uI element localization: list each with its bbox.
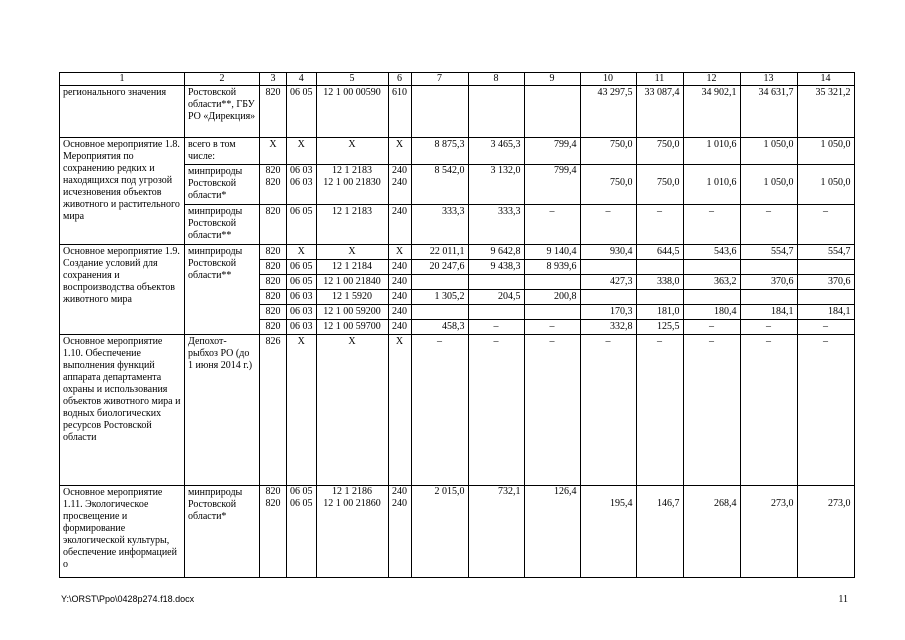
value-cell: 34 902,1 [683,86,740,138]
csr-cell: 12 1 2184 [316,260,388,275]
footer-file-path: Y:\ORST\Ppo\0428p274.f18.docx [61,594,195,604]
header-cell: 2 [185,73,260,86]
value-cell: – [797,205,854,245]
table-row [60,245,855,260]
value-cell: 3 132,0 [468,165,524,205]
grbs-cell: 820 [260,260,287,275]
vr-cell: Х [388,138,411,165]
value-cell: 370,6 [797,275,854,290]
rzpr-cell: Х [287,335,317,486]
value-cell [580,290,636,305]
value-cell: – [797,335,854,486]
value-cell: 370,6 [740,275,797,290]
csr-cell: 12 1 5920 [316,290,388,305]
executor-cell: Ростовской области**, ГБУ РО «Дирекция» [185,86,260,138]
executor-cell: всего в том числе: [185,138,260,165]
csr-cell: 12 1 00 00590 [316,86,388,138]
value-cell: 930,4 [580,245,636,260]
value-cell: – [411,335,468,486]
budget-table [59,72,855,578]
vr-cell: 610 [388,86,411,138]
value-cell: 273,0 [797,486,854,578]
value-cell [580,260,636,275]
csr-cell: 12 1 00 59700 [316,320,388,335]
value-cell: 427,3 [580,275,636,290]
csr-cell: Х [316,138,388,165]
value-cell: 22 011,1 [411,245,468,260]
value-cell: 20 247,6 [411,260,468,275]
value-cell: – [580,205,636,245]
rzpr-cell: 06 03 06 03 [287,165,317,205]
value-cell: – [683,335,740,486]
value-cell [468,86,524,138]
vr-cell: 240 [388,305,411,320]
value-cell: – [740,320,797,335]
grbs-cell: 820 820 [260,165,287,205]
value-cell [797,290,854,305]
value-cell: – [468,335,524,486]
executor-cell: минприроды Ростовской области** [185,245,260,335]
value-cell: – [524,320,580,335]
rzpr-cell: 06 03 [287,290,317,305]
value-cell: 195,4 [580,486,636,578]
value-cell [411,86,468,138]
vr-cell: 240 240 [388,486,411,578]
value-cell: 338,0 [636,275,683,290]
value-cell: 34 631,7 [740,86,797,138]
csr-cell: 12 1 00 59200 [316,305,388,320]
table-header-row [60,73,855,86]
rzpr-cell: 06 05 [287,86,317,138]
value-cell: 750,0 [636,165,683,205]
value-cell: 43 297,5 [580,86,636,138]
value-cell: 35 321,2 [797,86,854,138]
executor-cell: минприроды Ростовской области* [185,486,260,578]
value-cell [524,86,580,138]
header-cell: 7 [411,73,468,86]
vr-cell: Х [388,245,411,260]
value-cell [683,290,740,305]
header-cell: 5 [316,73,388,86]
grbs-cell: 820 [260,245,287,260]
rzpr-cell: 06 03 [287,320,317,335]
value-cell [797,260,854,275]
header-cell: 11 [636,73,683,86]
table-row [60,138,855,165]
value-cell: 9 438,3 [468,260,524,275]
value-cell: 543,6 [683,245,740,260]
csr-cell: Х [316,245,388,260]
table-row [60,86,855,138]
grbs-cell: 820 [260,205,287,245]
value-cell: 363,2 [683,275,740,290]
header-cell: 8 [468,73,524,86]
vr-cell: 240 [388,260,411,275]
value-cell: 8 875,3 [411,138,468,165]
value-cell: 204,5 [468,290,524,305]
grbs-cell: 820 [260,320,287,335]
value-cell: 273,0 [740,486,797,578]
value-cell: 1 305,2 [411,290,468,305]
header-cell: 9 [524,73,580,86]
value-cell [411,305,468,320]
value-cell: 1 050,0 [740,138,797,165]
vr-cell: 240 [388,275,411,290]
value-cell [524,275,580,290]
value-cell: 146,7 [636,486,683,578]
header-cell: 4 [287,73,317,86]
vr-cell: 240 [388,205,411,245]
value-cell: 1 050,0 [797,165,854,205]
value-cell: 554,7 [740,245,797,260]
csr-cell: 12 1 2183 12 1 00 21830 [316,165,388,205]
value-cell: – [636,205,683,245]
header-cell: 3 [260,73,287,86]
value-cell: 799,4 [524,138,580,165]
value-cell: 1 010,6 [683,138,740,165]
measure-name: Основное мероприятие 1.10. Обеспечение выполнения функций аппарата департамента охраны и использования объектов животного мира и водных биологических ресурсов Ростовской области [60,335,185,486]
value-cell: 333,3 [468,205,524,245]
value-cell: 2 015,0 [411,486,468,578]
value-cell: 181,0 [636,305,683,320]
table-row [60,335,855,486]
value-cell [740,290,797,305]
value-cell: 184,1 [797,305,854,320]
rzpr-cell: Х [287,245,317,260]
executor-cell: Депохот-рыбхоз РО (до 1 июня 2014 г.) [185,335,260,486]
csr-cell: 12 1 00 21840 [316,275,388,290]
value-cell [683,260,740,275]
value-cell: 125,5 [636,320,683,335]
value-cell: – [524,335,580,486]
measure-name: Основное мероприятие 1.11. Экологическое просвещение и формирование экологической культуры, обеспечение информацией о [60,486,185,578]
value-cell [411,275,468,290]
value-cell: 644,5 [636,245,683,260]
header-cell: 12 [683,73,740,86]
csr-cell: 12 1 2186 12 1 00 21860 [316,486,388,578]
measure-name: Основное мероприятие 1.9. Создание условий для сохранения и воспроизводства объектов животного мира [60,245,185,335]
value-cell: – [740,205,797,245]
rzpr-cell: 06 05 06 05 [287,486,317,578]
value-cell: 33 087,4 [636,86,683,138]
value-cell: – [683,205,740,245]
value-cell: 200,8 [524,290,580,305]
value-cell: 170,3 [580,305,636,320]
value-cell: 8 542,0 [411,165,468,205]
rzpr-cell: 06 05 [287,205,317,245]
header-cell: 13 [740,73,797,86]
page-number: 11 [838,594,848,605]
value-cell [468,275,524,290]
measure-name: Основное мероприятие 1.8. Мероприятия по сохранению редких и находящихся под угрозой исчезновения объектов животного и растительного мира [60,138,185,245]
grbs-cell: 820 [260,86,287,138]
header-cell: 10 [580,73,636,86]
value-cell: 1 010,6 [683,165,740,205]
csr-cell: Х [316,335,388,486]
header-cell: 1 [60,73,185,86]
table-row [60,486,855,578]
value-cell: – [797,320,854,335]
value-cell: 126,4 [524,486,580,578]
value-cell: 1 050,0 [797,138,854,165]
grbs-cell: 826 [260,335,287,486]
value-cell: – [524,205,580,245]
executor-cell: минприроды Ростовской области* [185,165,260,205]
value-cell: – [683,320,740,335]
value-cell: 332,8 [580,320,636,335]
vr-cell: 240 [388,320,411,335]
grbs-cell: 820 [260,290,287,305]
value-cell: 268,4 [683,486,740,578]
value-cell: 3 465,3 [468,138,524,165]
measure-name: регионального значения [60,86,185,138]
value-cell: 333,3 [411,205,468,245]
value-cell: 750,0 [580,165,636,205]
rzpr-cell: 06 03 [287,305,317,320]
value-cell [636,260,683,275]
vr-cell: 240 [388,290,411,305]
value-cell: 750,0 [580,138,636,165]
value-cell: 184,1 [740,305,797,320]
value-cell [740,260,797,275]
value-cell: 1 050,0 [740,165,797,205]
grbs-cell: 820 [260,275,287,290]
vr-cell: 240 240 [388,165,411,205]
grbs-cell: 820 [260,305,287,320]
rzpr-cell: 06 05 [287,260,317,275]
value-cell: 8 939,6 [524,260,580,275]
vr-cell: Х [388,335,411,486]
value-cell: 9 642,8 [468,245,524,260]
value-cell: – [636,335,683,486]
value-cell: 180,4 [683,305,740,320]
value-cell: 799,4 [524,165,580,205]
header-cell: 6 [388,73,411,86]
value-cell: – [468,320,524,335]
value-cell: 732,1 [468,486,524,578]
rzpr-cell: 06 05 [287,275,317,290]
grbs-cell: Х [260,138,287,165]
value-cell [468,305,524,320]
value-cell [524,305,580,320]
grbs-cell: 820 820 [260,486,287,578]
value-cell [636,290,683,305]
csr-cell: 12 1 2183 [316,205,388,245]
value-cell: – [740,335,797,486]
value-cell: 750,0 [636,138,683,165]
value-cell: 9 140,4 [524,245,580,260]
header-cell: 14 [797,73,854,86]
rzpr-cell: Х [287,138,317,165]
value-cell: 458,3 [411,320,468,335]
executor-cell: минприроды Ростовской области** [185,205,260,245]
value-cell: – [580,335,636,486]
value-cell: 554,7 [797,245,854,260]
